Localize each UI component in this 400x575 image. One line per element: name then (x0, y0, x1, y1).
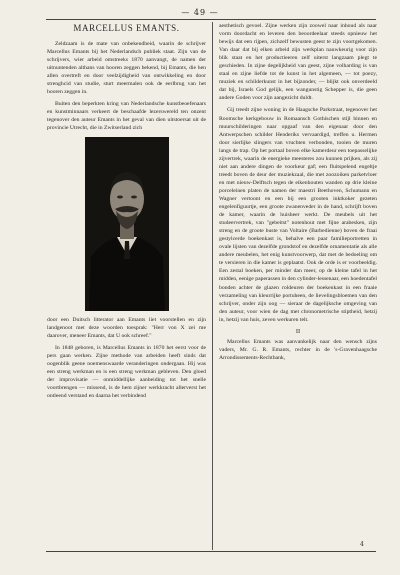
right-column (219, 22, 377, 550)
top-rule (46, 19, 376, 20)
signature-number: 4 (360, 541, 364, 548)
paragraph-2: Buiten den beperkten kring van Nederlandsche kunstbeoefenaars en kunstminnaars verkeert de beschaafde lezerswereld ten onzent tegenover den auteur Emants in het geval van dien uitstoersat uit de provincie Utrecht, die in Zwitserland zich (47, 101, 206, 132)
column-divider (212, 22, 213, 550)
left-column (47, 22, 206, 550)
article-title: MARCELLUS EMANTS. (73, 23, 180, 33)
paragraph-3: In 1848 geboren, is Marcellus Emants in 1870 het eerst voor de pers gaan werken. Zijne methode van arbeiden heeft sinds dat oogenblik geene noemenswaarde veranderingen ondergaan. Hij was een streng werkman en is een streng werkman gebleven. Den gloed der improvisatie — onmiddellijke aanbeiding tot het snelle voortbrengen — missend, is de hem zijner werkkracht allerverst het ontleend verstand en daarna het verbindend (47, 344, 206, 399)
portrait-illustration (85, 137, 169, 311)
page-number: — 49 — (181, 8, 219, 17)
paragraph-5: Gij treedt zijne woning in de Haagsche Parkstraat, tegenover het Roomsche kerkgebouw in Romaansch Gothischen stijl binnen en muurschilderingen naar opgaaf van den eigenaar door den Antwerpschen schilder Henderiks vervaardigd, treffen u. Hermen door sierlijke slingers van vruchten verbonden, tooien de muren langs de trap. Op het portaal boven elke kamerdeur een toepasselijke zijvertrek, waarin de energieke meesteres zou kunnen prijken, als zij niet aan andere dingen de voorkeur gaf; een fluitspelend engeltje treedt boven de deur der muziekzaal, die met zoozoiken parketvloer en met nieuw-Delftsch tegen de eikenhouten wanden op drie kleine porceleinen platen de namen der maestri Beethoven, Schumann en Wagner vertoont en een bij een grooten inktkoker gezeten engelenfiguurtje, een groote zwanenveder in de hand, schrijft boven de kamer, waarin de huisheer werkt. De meubels uit het studeervertrek, van "gebeitst" notenhout met fijne arabesken, zijn streng en de groote buste van Voltaire (Barbedienne) boven de fraai gestylcerde boekenkast is, behalve een paar familieportretten in ovale lijsten van dezelfde grondstof en dezelfde ornamentatie als alle andere meubelen, het enig kunstvoorwerp, dat met de bedoeling om te versieren in die kamer is geplaatst. Ook de orde is er voorbeeldig. Een zestal boeken, per minder dan meer, op de kleine tafel in het midden, eenige paperassen in den cylinder-lessenaar, een hoedentafel bonden achter de glazen roldeuren der boekenkast in een fraaie verzameling van kleurrijke portuheen, de lievelingsbloemen van den schrijver, onder zijn oog — sieraar de dagelijksche omgeving van den auteur, voor wien de dag met chronometrische stiptheid, hetzij in, hetzij van huis, zeven werkuren telt. (219, 107, 377, 323)
paragraph-4: aesthetisch gevoel. Zijne werken zijn zoowel naar inhoud als naar vorm doordacht en leveren den beoordeelaar steeds opnieuw het bewijs dat een rijpen, zichzelf bewusten geest te zijn voortgekomen. Van daar dat bij elken arbeid zijn werkplan nauwkeurig voor zijn blik staat en het productieeren zelf uiterst langzaam plegt te geschieden. In zijne degelijkheid van geest, zijne volharding is van staal en zijne liefde tot de kunst in het algemeen, — tot poezy, muziek en schilderkunst in het bijzonder, — blijkt ook onverdeeld dat bij, Israels God gelijk, een wangunstig Schepper is, die geen andere Goden voor zijn aangezicht duldt. (219, 23, 377, 102)
paragraph-continuation: door een Duitsch litterator aan Emants liet voorstellen en zijn landgenoot met deze woorden toesprak: "Herr von X zei me daarover, meneer Emants, dat U ook schreef." (47, 316, 206, 339)
section-mark: II (295, 327, 301, 335)
bottom-rule (46, 551, 376, 552)
paragraph-1: Zeldzaam is de mate van onbekendheid, waarin de schrijver Marcellus Emants bij het Nederlandsch publiek staat. Zijn van de schrijvers, wier arbeid omstreeks 1870 aanvangt, de namen der uitnuntenden althans van hooren zeggen bekend, bij Emants, die hen allen overtreft en door veelzijdigheid van ontwikkeling en door strenghcid van studie, sturt meermalen ook de eerlbrug van het hooren zeggen in. (47, 41, 206, 96)
paragraph-6: Marcellus Emants was aanvankelijk naar den wensch zijns vaders, Mr. G. R. Emants, rechter in de 's-Gravenhaagsche Arrondissements-Rechtbank, (219, 338, 377, 361)
portrait-photo (85, 137, 169, 311)
